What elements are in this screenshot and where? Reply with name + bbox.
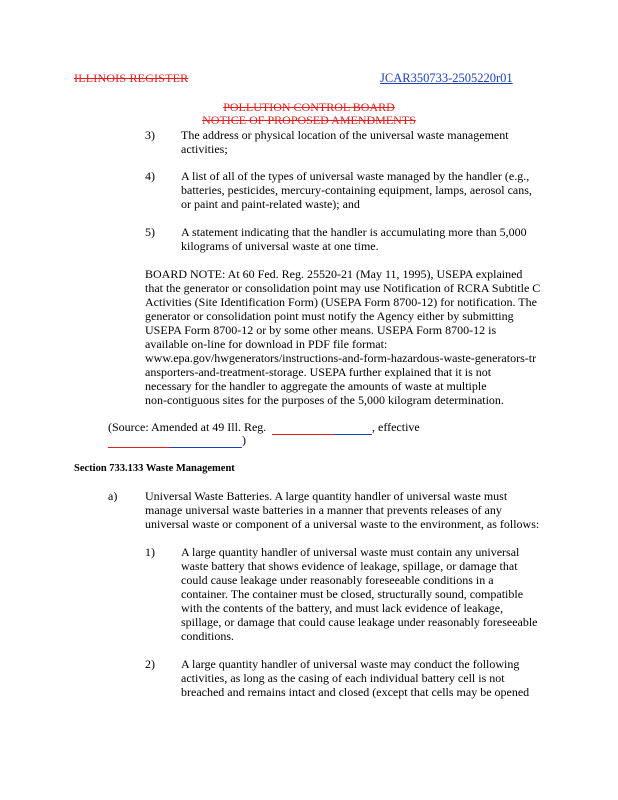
source-effective: , effective — [372, 420, 420, 434]
section-heading: Section 733.133 Waste Management — [74, 463, 235, 474]
source-prefix: (Source: Amended at 49 Ill. Reg. — [108, 420, 267, 434]
item-line: activities, as long as the casing of each individual battery cell is not — [181, 671, 505, 685]
board-note-line: ansporters-and-treatment-storage. USEPA further explained that it is not — [145, 365, 492, 379]
item-number: 5) — [145, 225, 155, 239]
para-number: a) — [108, 489, 118, 503]
board-note-line: BOARD NOTE: At 60 Fed. Reg. 25520-21 (May 11, 1995), USEPA explained — [145, 267, 523, 281]
item-line: activities; — [181, 142, 228, 156]
item-line: A large quantity handler of universal waste must contain any universal — [181, 545, 520, 559]
item-number: 1) — [145, 545, 155, 559]
source-blank-blue — [334, 434, 372, 435]
effective-blank-red — [108, 447, 170, 448]
item-line: container. The container must be closed, structurally sound, compatible — [181, 587, 524, 601]
board-note-line: that the generator or consolidation point may use Notification of RCRA Subtitle C — [145, 281, 541, 295]
jcar-code: JCAR350733-2505220r01 — [380, 71, 513, 85]
item-line: with the contents of the battery, and must lack evidence of leakage, — [181, 601, 504, 615]
board-note-line: non-contiguous sites for the purposes of the 5,000 kilogram determination. — [145, 393, 504, 407]
item-line: kilograms of universal waste at one time. — [181, 239, 379, 253]
item-line: waste battery that shows evidence of leakage, spillage, or damage that — [181, 559, 518, 573]
item-line: A list of all of the types of universal waste managed by the handler (e.g., — [181, 169, 530, 183]
board-note-line: generator or consolidation point must notify the Agency either by submitting — [145, 309, 514, 323]
source-blank-red — [272, 434, 334, 435]
item-line: or paint and paint-related waste); and — [181, 197, 360, 211]
board-note-line: available on-line for download in PDF file format: — [145, 337, 388, 351]
para-line: universal waste or component of a universal waste to the environment, as follows: — [145, 517, 540, 531]
board-note-url: www.epa.gov/hwgenerators/instructions-and-form-hazardous-waste-generators-tr — [145, 351, 537, 365]
item-line: The address or physical location of the universal waste management — [181, 128, 509, 142]
item-line: A statement indicating that the handler is accumulating more than 5,000 — [181, 225, 527, 239]
para-line: Universal Waste Batteries. A large quantity handler of universal waste must — [145, 489, 508, 503]
item-line: batteries, pesticides, mercury-containing equipment, lamps, aerosol cans, — [181, 183, 532, 197]
item-number: 4) — [145, 169, 155, 183]
board-note-line: USEPA Form 8700-12 or by some other means. USEPA Form 8700-12 is — [145, 323, 497, 337]
notice-title: NOTICE OF PROPOSED AMENDMENTS — [202, 113, 416, 127]
item-number: 2) — [145, 657, 155, 671]
item-line: spillage, or damage that could cause leakage under reasonably foreseeable — [181, 615, 538, 629]
source-close: ) — [242, 433, 246, 447]
item-line: conditions. — [181, 629, 234, 643]
para-line: manage universal waste batteries in a manner that prevents releases of any — [145, 503, 502, 517]
item-line: A large quantity handler of universal waste may conduct the following — [181, 657, 520, 671]
board-note-line: Activities (Site Identification Form) (USEPA Form 8700-12) for notification. The — [145, 295, 537, 309]
board-note-line: necessary for the handler to aggregate the amounts of waste at multiple — [145, 379, 487, 393]
board-name: POLLUTION CONTROL BOARD — [223, 100, 395, 114]
item-number: 3) — [145, 128, 155, 142]
effective-blank-blue — [170, 447, 242, 448]
item-line: breached and remains intact and closed (except that cells may be opened — [181, 685, 530, 699]
item-line: could cause leakage under reasonably foreseeable conditions in a — [181, 573, 494, 587]
register-title: ILLINOIS REGISTER — [74, 71, 189, 85]
